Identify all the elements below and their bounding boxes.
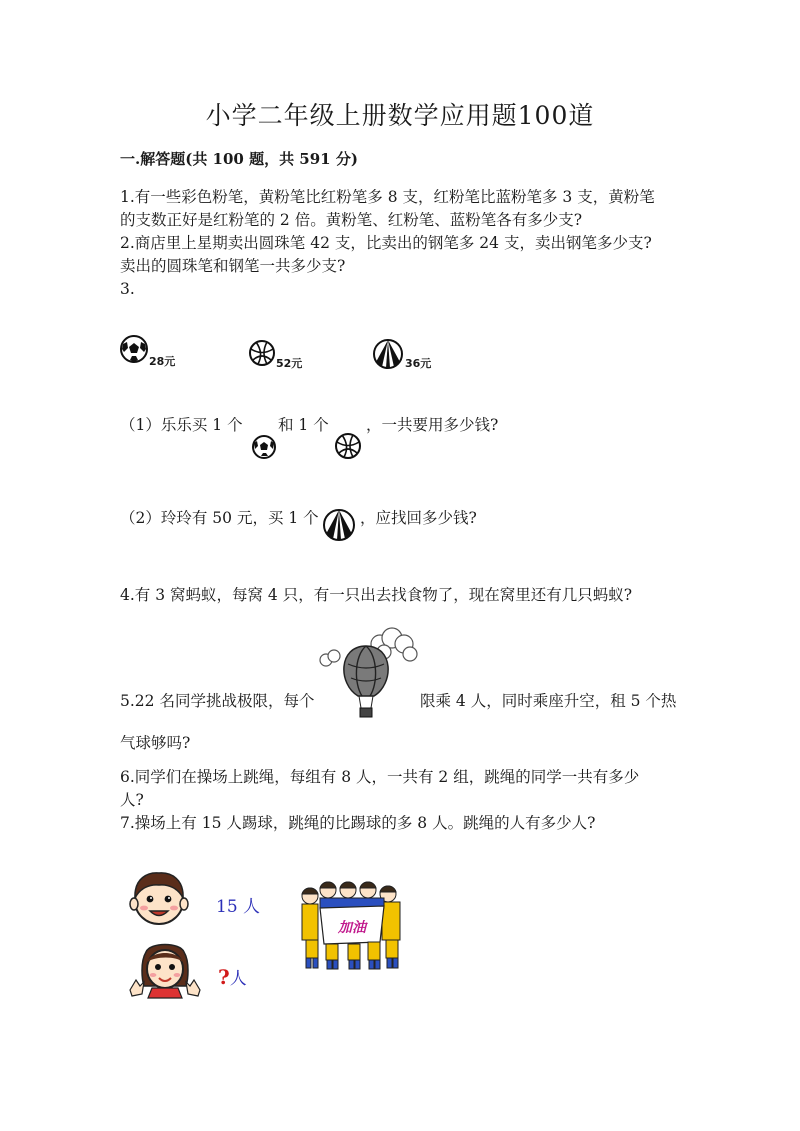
price-basketball: 52元: [276, 357, 303, 370]
beach-ball-icon: [322, 507, 356, 543]
question-1-line-1: 1.有一些彩色粉笔，黄粉笔比红粉笔多 8 支，红粉笔比蓝粉笔多 3 支，黄粉笔: [120, 188, 655, 206]
question-3-sub-2-part-a: （2）玲玲有 50 元，买 1 个: [120, 509, 319, 527]
boy-face-icon: [126, 868, 192, 930]
question-3-sub-2-part-b: ，应找回多少钱?: [360, 509, 477, 527]
question-6-line-2: 人?: [120, 791, 144, 809]
question-6-line-1: 6.同学们在操场上跳绳，每组有 8 人，一共有 2 组，跳绳的同学一共有多少: [120, 768, 640, 786]
question-5-part-a: 5.22 名同学挑战极限，每个: [120, 692, 315, 710]
question-7: 7.操场上有 15 人踢球，跳绳的比踢球的多 8 人。跳绳的人有多少人?: [120, 814, 596, 832]
soccer-ball-icon: [251, 432, 277, 462]
price-soccer-ball: 28元: [149, 355, 176, 368]
question-3-sub-1-part-b: 和 1 个: [278, 416, 329, 434]
hot-air-balloon-icon: [318, 626, 420, 722]
question-5-part-b: 限乘 4 人，同时乘座升空，租 5 个热: [420, 692, 677, 710]
question-1-line-2: 的支数正好是红粉笔的 2 倍。黄粉笔、红粉笔、蓝粉笔各有多少支?: [120, 211, 583, 229]
price-beach-ball: 36元: [405, 357, 432, 370]
question-3-sub-1-part-c: ，一共要用多少钱?: [366, 416, 499, 434]
banner-text: 加油: [338, 920, 366, 936]
basketball-icon: [248, 338, 276, 368]
soccer-ball-icon: [120, 332, 150, 368]
count-jumpers: ?人: [218, 965, 247, 989]
count-kickers: 15 人: [216, 897, 261, 917]
page-title: 小学二年级上册数学应用题100道: [205, 101, 595, 130]
girl-face-icon: [126, 940, 204, 1000]
question-4: 4.有 3 窝蚂蚁，每窝 4 只，有一只出去找食物了，现在窝里还有几只蚂蚁?: [120, 586, 633, 604]
question-3-sub-1-part-a: （1）乐乐买 1 个: [120, 416, 243, 434]
question-5-part-c: 气球够吗?: [120, 734, 191, 752]
beach-ball-icon: [372, 338, 404, 370]
question-2-line-1: 2.商店里上星期卖出圆珠笔 42 支，比卖出的钢笔多 24 支，卖出钢笔多少支?: [120, 234, 652, 252]
cheering-crowd-icon: [296, 880, 408, 972]
question-2-line-2: 卖出的圆珠笔和钢笔一共多少支?: [120, 257, 346, 275]
section-heading: 一.解答题(共 100 题，共 591 分): [120, 150, 358, 168]
question-3-number: 3.: [120, 280, 135, 298]
basketball-icon: [334, 430, 362, 462]
